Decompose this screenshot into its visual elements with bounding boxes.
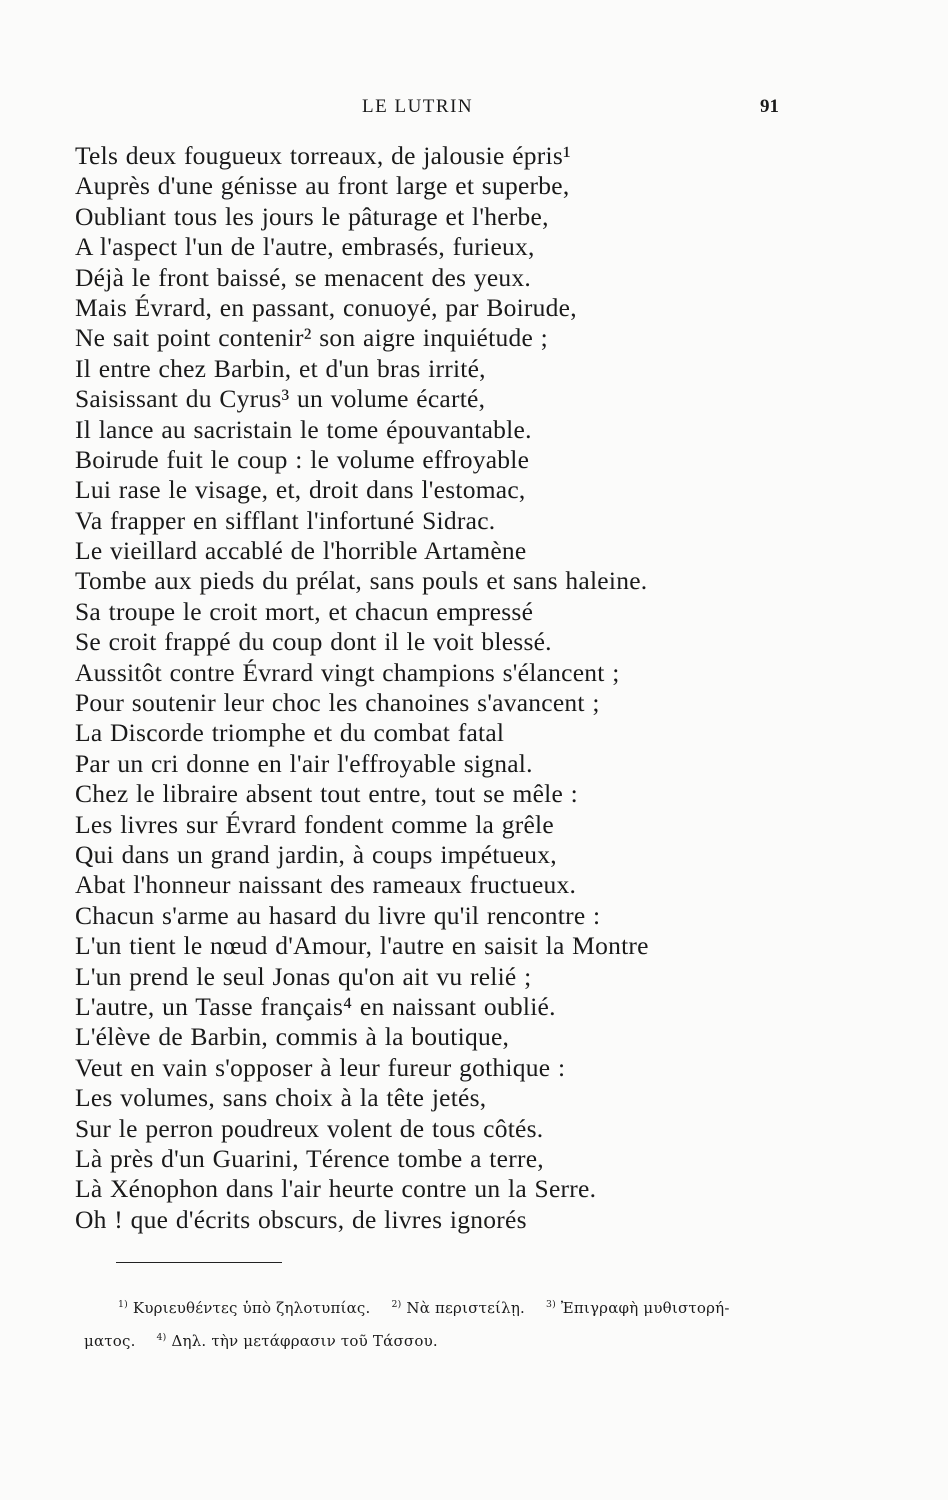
verse-line: Oh ! que d'écrits obscurs, de livres ignorés: [75, 1204, 527, 1234]
verse-line: Veut en vain s'opposer à leur fureur gothique :: [75, 1052, 566, 1082]
verse-line: Déjà le front baissé, se menacent des yeux.: [75, 262, 532, 292]
verse-line: Les livres sur Évrard fondent comme la grêle: [75, 809, 554, 839]
footnote-marker: 4): [156, 1332, 167, 1343]
verse-line: Par un cri donne en l'air l'effroyable signal.: [75, 748, 533, 778]
verse-line: Les volumes, sans choix à la tête jetés,: [75, 1083, 487, 1113]
verse-line: Là près d'un Guarini, Térence tombe a terre,: [75, 1143, 544, 1173]
verse-line: Aussitôt contre Évrard vingt champions s'élancent ;: [75, 657, 620, 687]
running-title: LE LUTRIN: [362, 96, 474, 117]
footnote-marker: 2): [391, 1299, 402, 1310]
verse-line: Boirude fuit le coup : le volume effroyable: [75, 444, 530, 474]
verse-line: Tombe aux pieds du prélat, sans pouls et sans haleine.: [75, 566, 648, 596]
verse-line: Il entre chez Barbin, et d'un bras irrité,: [75, 353, 486, 383]
verse-line: L'un tient le nœud d'Amour, l'autre en saisit la Montre: [75, 931, 649, 961]
verse-line: La Discorde triomphe et du combat fatal: [75, 718, 505, 748]
verse-line: Auprès d'une génisse au front large et superbe,: [75, 171, 570, 201]
verse-line: Se croit frappé du coup dont il le voit blessé.: [75, 627, 552, 657]
verse-line: Saisissant du Cyrus³ un volume écarté,: [75, 384, 486, 414]
verse-line: Il lance au sacristain le tome épouvantable.: [75, 414, 532, 444]
footnote-text: Νὰ περιστείλῃ.: [406, 1299, 525, 1317]
footnote-marker: 1): [118, 1299, 128, 1310]
verse-line: Lui rase le visage, et, droit dans l'estomac,: [75, 475, 526, 505]
footnote-3: [546, 1299, 730, 1317]
poem-verses: [75, 141, 795, 1235]
verse-line: L'élève de Barbin, commis à la boutique,: [75, 1022, 510, 1052]
verse-line: Abat l'honneur naissant des rameaux fructueux.: [75, 870, 577, 900]
verse-line: Oubliant tous les jours le pâturage et l'herbe,: [75, 201, 549, 231]
footnote-text: Ἐπιγραφὴ μυθιστορή-: [560, 1299, 730, 1317]
verse-line: L'un prend le seul Jonas qu'on ait vu relié ;: [75, 961, 532, 991]
footnote-text: Κυριευθέντες ὑπὸ ζηλοτυπίας.: [132, 1299, 371, 1317]
running-head: [0, 96, 948, 126]
verse-line: Pour soutenir leur choc les chanoines s'avancent ;: [75, 688, 600, 718]
footnote-line: [84, 1292, 814, 1325]
footnote-marker: 3): [545, 1299, 556, 1310]
footnote-1: [118, 1299, 370, 1317]
verse-line: Le vieillard accablé de l'horrible Artamène: [75, 536, 527, 566]
verse-line: Qui dans un grand jardin, à coups impétueux,: [75, 839, 557, 869]
verse-line: Là Xénophon dans l'air heurte contre un la Serre.: [75, 1174, 597, 1204]
verse-line: Tels deux fougueux torreaux, de jalousie épris¹: [75, 141, 571, 170]
footnote-text: Δηλ. τὴν μετάφρασιν τοῦ Τάσσου.: [171, 1332, 438, 1350]
footnote-line: [84, 1325, 814, 1358]
verse-line: Chacun s'arme au hasard du livre qu'il rencontre :: [75, 900, 601, 930]
verse-line: Mais Évrard, en passant, conuoyé, par Boirude,: [75, 292, 577, 322]
verse-line: L'autre, un Tasse français⁴ en naissant oublié.: [75, 991, 556, 1021]
verse-line: Chez le libraire absent tout entre, tout se mêle :: [75, 779, 578, 809]
footnote-4: [157, 1332, 438, 1350]
verse-line: A l'aspect l'un de l'autre, embrasés, furieux,: [75, 232, 535, 262]
footnotes: [84, 1292, 814, 1358]
verse-line: Va frapper en sifflant l'infortuné Sidrac.: [75, 505, 496, 535]
footnote-3-continued: ματος.: [84, 1332, 136, 1350]
page-number: 91: [760, 96, 779, 117]
footnote-2: [391, 1299, 525, 1317]
verse-line: Ne sait point contenir² son aigre inquiétude ;: [75, 323, 548, 353]
verse-line: Sa troupe le croit mort, et chacun empressé: [75, 596, 534, 626]
footnote-separator: [116, 1262, 282, 1263]
verse-line: Sur le perron poudreux volent de tous côtés.: [75, 1113, 544, 1143]
